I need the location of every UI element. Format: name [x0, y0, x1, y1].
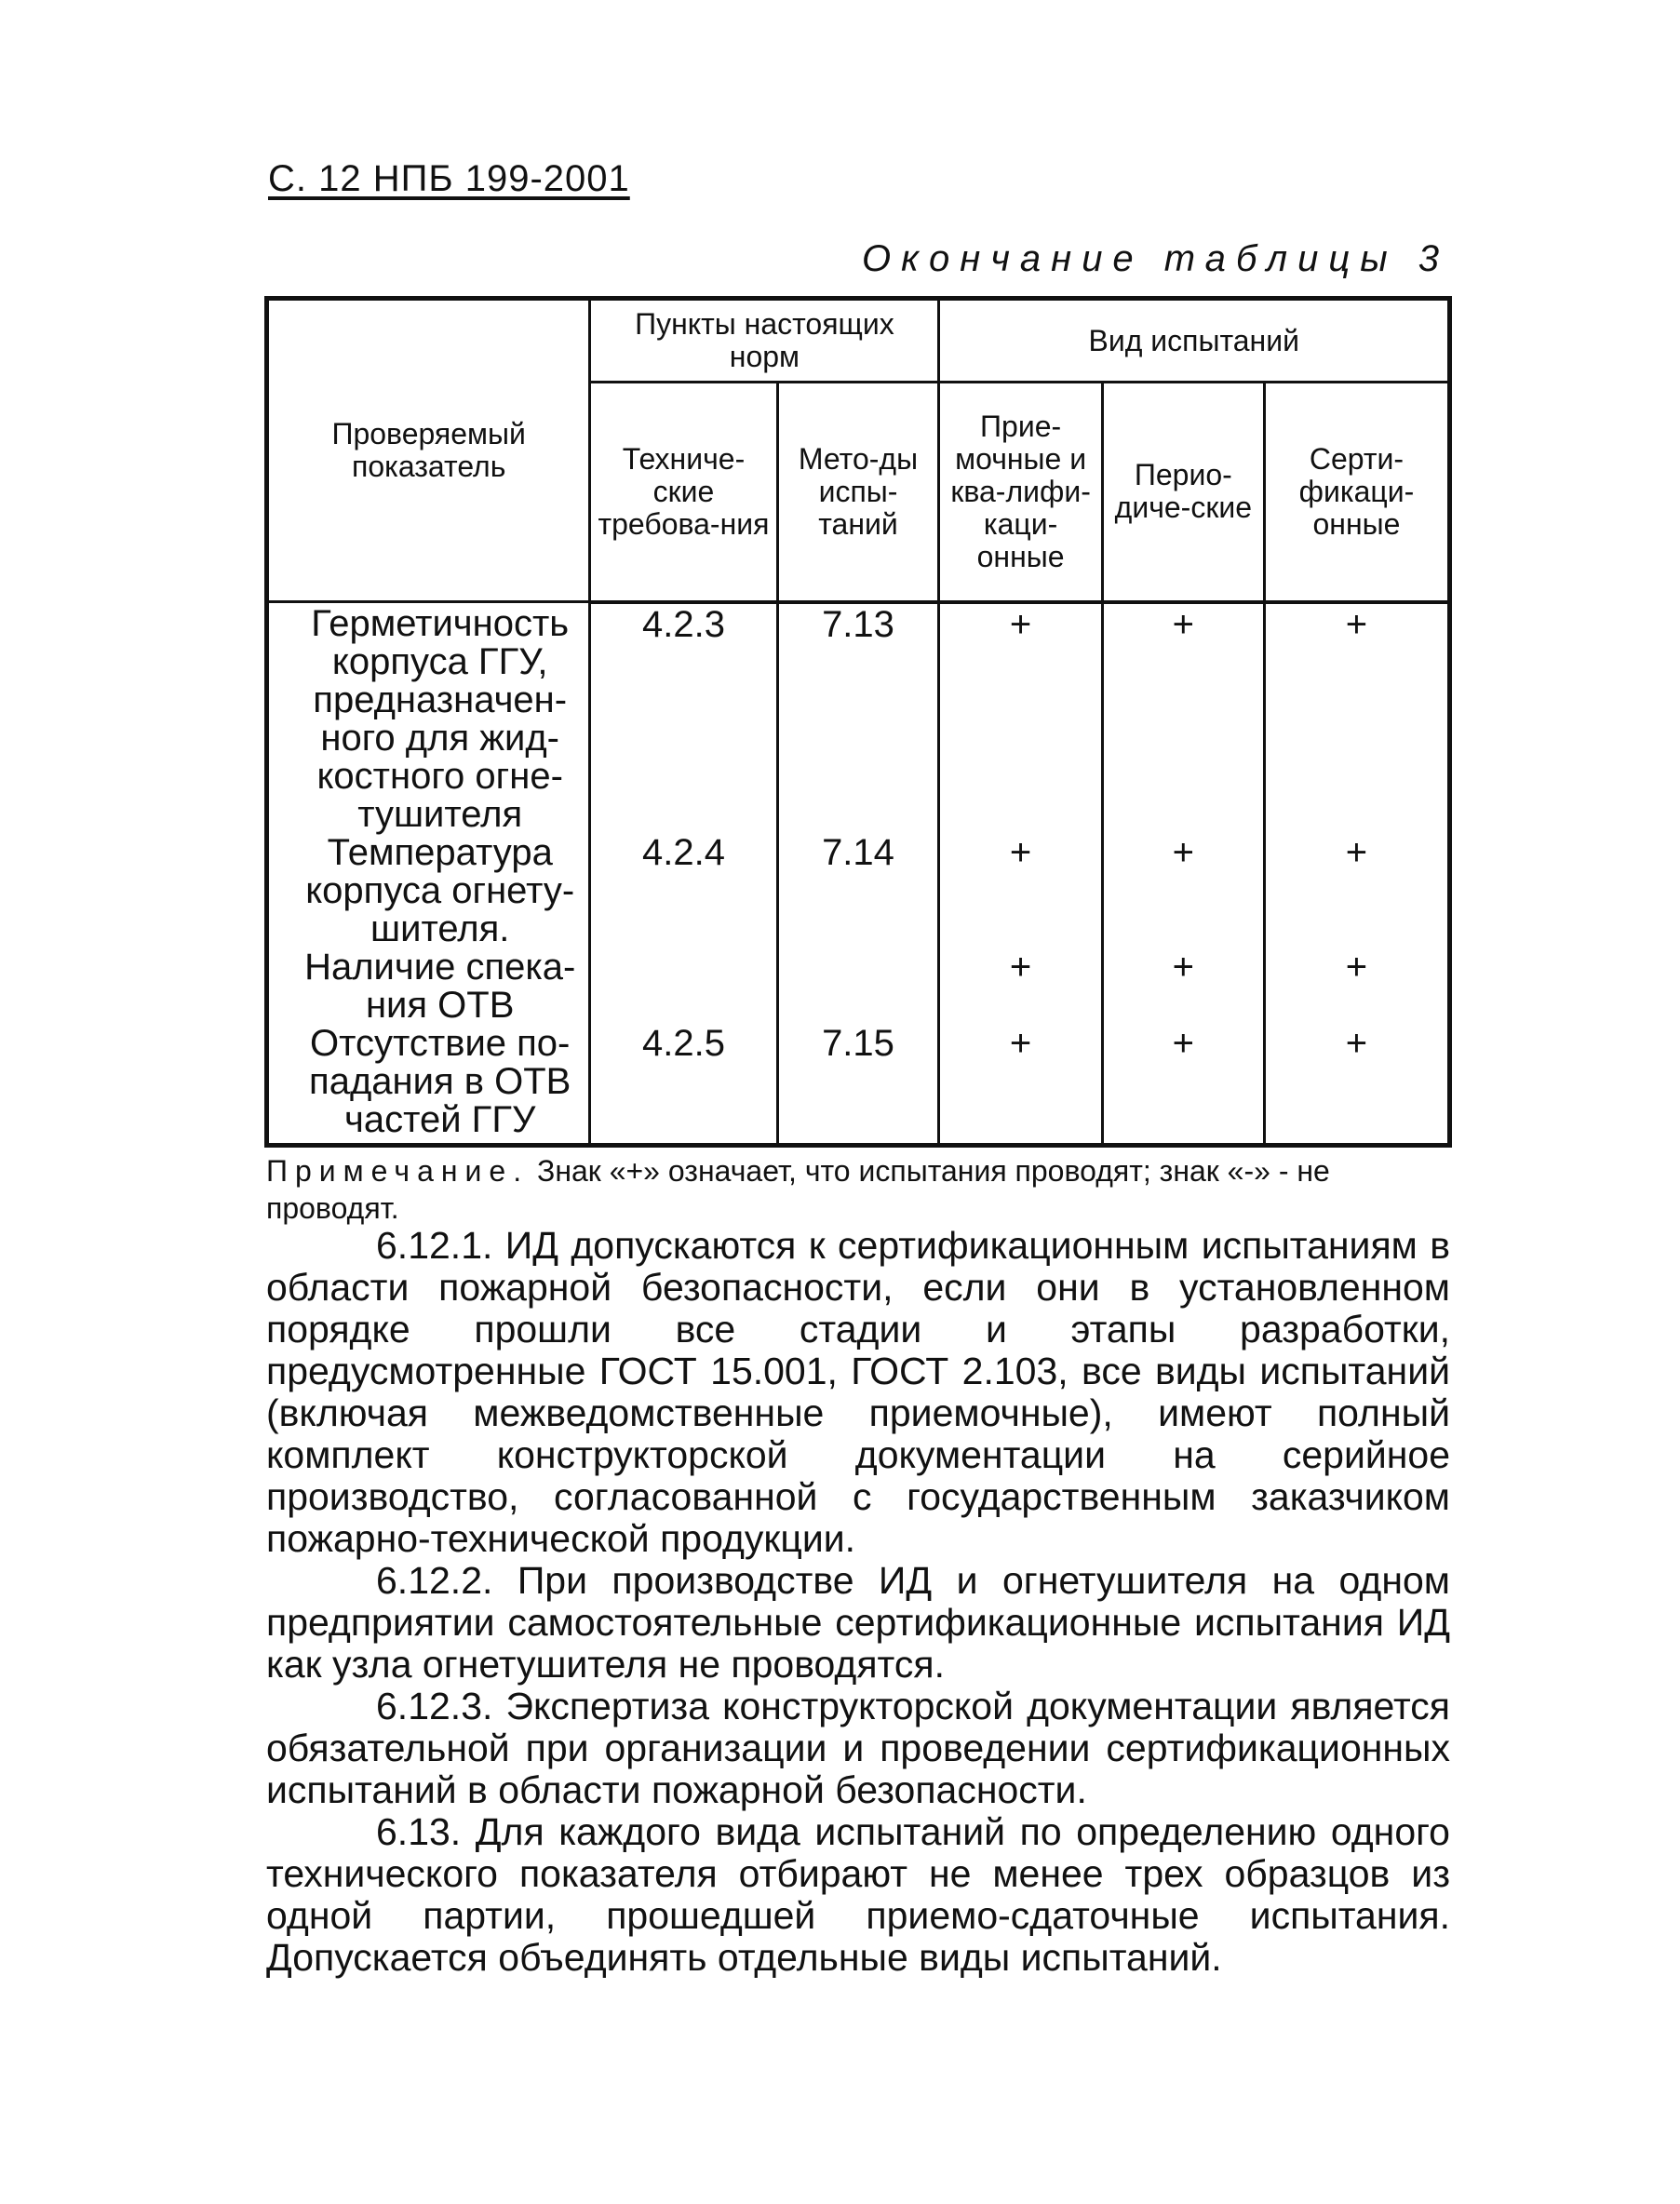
cell-indicator: Герметичность корпуса ГГУ, предназначен-ного для жид-костного огне-тушителя [267, 602, 590, 835]
cell-method: 7.15 [777, 1025, 939, 1146]
cell-certification: + [1264, 602, 1449, 835]
table-row [267, 948, 1450, 1025]
cell-method: 7.13 [777, 602, 939, 835]
header-acceptance: Прие-мочные и ква-лифи-каци-онные [939, 383, 1102, 602]
body-text [266, 1225, 1450, 1979]
header-tech-requirements: Техниче-ские требова-ния [590, 383, 777, 602]
cell-req [590, 948, 777, 1025]
cell-periodic: + [1102, 834, 1264, 948]
cell-indicator: Температура корпуса огнету-шителя. [267, 834, 590, 948]
cell-certification: + [1264, 1025, 1449, 1146]
cell-acceptance: + [939, 834, 1102, 948]
header-norm-points: Пункты настоящих норм [590, 299, 939, 383]
note-text: Знак «+» означает, что испытания проводят; знак «-» - не проводят. [266, 1154, 1330, 1225]
paragraph-6-12-3: 6.12.3. Экспертиза конструкторской документации является обязательной при организации и проведении сертификационных испытаний в области пожарной безопасности. [266, 1685, 1450, 1811]
paragraph-6-13: 6.13. Для каждого вида испытаний по определению одного технического показателя отбирают не менее трех образцов из одной партии, прошедшей приемо-сдаточные испытания. Допускается объединять отдельные виды испытаний. [266, 1810, 1450, 1979]
header-indicator: Проверяемый показатель [267, 299, 590, 602]
cell-req: 4.2.5 [590, 1025, 777, 1146]
header-certification: Серти-фикаци-онные [1264, 383, 1449, 602]
table-row [267, 1025, 1450, 1146]
cell-method: 7.14 [777, 834, 939, 948]
table-note [266, 1152, 1450, 1227]
table-row [267, 834, 1450, 948]
cell-method [777, 948, 939, 1025]
header-periodic: Перио-диче-ские [1102, 383, 1264, 602]
cell-certification: + [1264, 834, 1449, 948]
cell-req: 4.2.4 [590, 834, 777, 948]
cell-acceptance: + [939, 948, 1102, 1025]
cell-periodic: + [1102, 602, 1264, 835]
cell-req: 4.2.3 [590, 602, 777, 835]
page-header: С. 12 НПБ 199-2001 [268, 158, 630, 199]
header-test-methods: Мето-ды испы-таний [777, 383, 939, 602]
cell-acceptance: + [939, 1025, 1102, 1146]
header-test-kind: Вид испытаний [939, 299, 1450, 383]
paragraph-6-12-1: 6.12.1. ИД допускаются к сертификационным испытаниям в области пожарной безопасности, если они в установленном порядке прошли все стадии и этапы разработки, предусмотренные ГОСТ 15.001, ГОСТ 2.103, все виды испытаний (включая межведомственные приемочные), имеют полный комплект конструкторской документации на серийное производство, согласованной с государственным заказчиком пожарно-технической продукции. [266, 1224, 1450, 1560]
cell-periodic: + [1102, 1025, 1264, 1146]
cell-indicator: Наличие спека-ния ОТВ [267, 948, 590, 1025]
cell-certification: + [1264, 948, 1449, 1025]
norms-table [264, 296, 1452, 1148]
table-row [267, 602, 1450, 835]
cell-indicator: Отсутствие по-падания в ОТВ частей ГГУ [267, 1025, 590, 1146]
paragraph-6-12-2: 6.12.2. При производстве ИД и огнетушителя на одном предприятии самостоятельные сертификационные испытания ИД как узла огнетушителя не проводятся. [266, 1559, 1450, 1686]
note-label: Примечание. [266, 1154, 530, 1188]
cell-periodic: + [1102, 948, 1264, 1025]
table-caption: Окончание таблицы 3 [861, 238, 1449, 279]
cell-acceptance: + [939, 602, 1102, 835]
